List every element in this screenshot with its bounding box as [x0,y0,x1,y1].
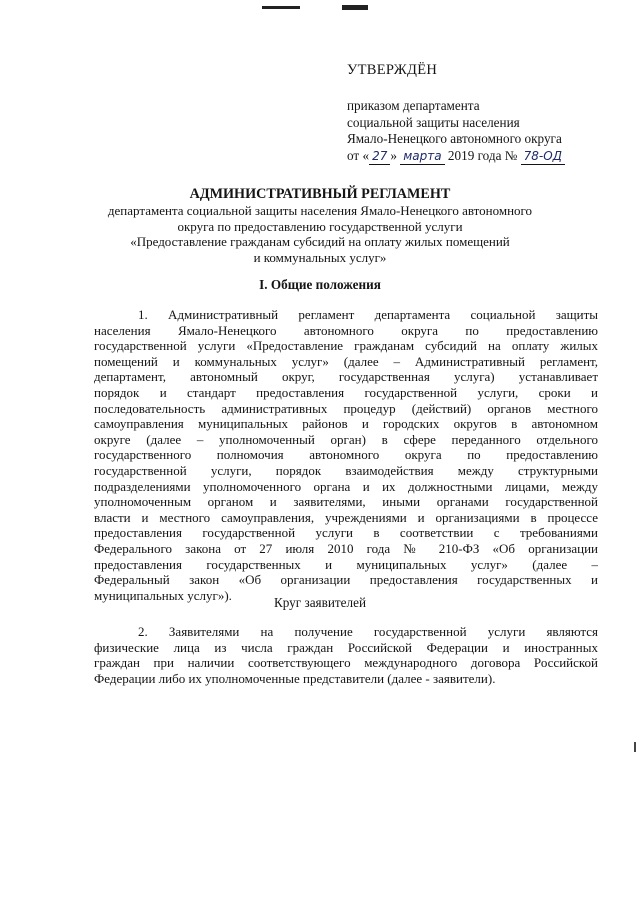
approval-line: социальной защиты населения [347,114,520,130]
subsection-heading: Круг заявителей [273,595,367,610]
paragraph-line: Федерального закона от 27 июля 2010 года № 210-ФЗ «Об организации [94,540,598,556]
paragraph-line: государственного полномочия автономного округа по предоставлению [94,447,598,463]
scan-artifact [634,742,636,752]
paragraph-line: 1. Административный регламент департамента социальной защиты [138,307,598,322]
document-title: АДМИНИСТРАТИВНЫЙ РЕГЛАМЕНТ [189,186,451,202]
document-subtitle [60,203,580,265]
handwritten-day: 27 [369,148,390,166]
paragraph-line: граждан при наличии соответствующего международного договора Российской [94,655,598,671]
paragraph-line: департамент, автономный округ, государственная услуга) устанавливает [94,369,598,385]
paragraph-line: Федерации либо их уполномоченные представители (далее - заявители). [94,670,496,686]
paragraph-line: 2. Заявителями на получение государственной услуги являются [138,624,598,639]
paragraph-2 [94,624,598,686]
approval-order-block [347,98,565,165]
paragraph-line: предоставления государственных и муниципальных услуг» (далее – [94,556,598,572]
subtitle-line: «Предоставление гражданам субсидий на оплату жилых помещений [130,234,510,249]
scan-artifact [342,5,368,10]
date-mid: » [390,147,397,163]
paragraph-line: самоуправления муниципальных районов и городских округов в автономном [94,416,598,432]
paragraph-line: округе (далее – уполномоченный орган) в сфере переданного отдельного [94,431,598,447]
paragraph-line: физические лица из числа граждан Российской Федерации и иностранных [94,639,598,655]
approval-date-line [347,148,565,166]
section-heading: I. Общие положения [259,277,381,292]
paragraph-line: предоставления государственной услуги в соответствии с требованиями [94,525,598,541]
approval-line: приказом департамента [347,98,480,113]
paragraph-line: власти и местного самоуправления, учреждениями и организациями в процессе [94,509,598,525]
paragraph-line: помещений и коммунальных услуг» (далее – Административный регламент, [94,353,598,369]
paragraph-line: порядок и стандарт предоставления государственной услуги, сроки и [94,384,598,400]
scan-artifact [262,6,300,9]
paragraph-line: государственной услуги, порядок взаимодействия между структурными [94,462,598,478]
handwritten-order-number: 78-ОД [521,148,565,166]
handwritten-month: марта [400,148,444,166]
paragraph-line: последовательность административных процедур (действий) органов местного [94,400,598,416]
subtitle-line: округа по предоставлению государственной услуги [177,218,463,234]
date-prefix: от « [347,147,370,163]
paragraph-line: уполномоченным органом и заявителями, иными органами государственной [94,494,598,510]
paragraph-line: населения Ямало-Ненецкого автономного округа по предоставлению [94,322,598,338]
paragraph-line: государственной услуги «Предоставление гражданам субсидий на оплату жилых [94,338,598,354]
approval-line: Ямало-Ненецкого автономного округа [347,131,562,146]
paragraph-1 [94,307,598,603]
approval-heading: УТВЕРЖДЁН [347,62,438,78]
paragraph-line: муниципальных услуг»). [94,587,232,603]
subtitle-line: департамента социальной защиты населения Ямало-Ненецкого автономного [107,203,533,218]
subtitle-line: и коммунальных услуг» [253,249,387,265]
paragraph-line: подразделениями уполномоченного органа и их должностными лицами, между [94,478,598,494]
date-year: 2019 года № [447,147,518,163]
paragraph-line: Федеральный закон «Об организации предоставления государственных и [94,572,598,588]
